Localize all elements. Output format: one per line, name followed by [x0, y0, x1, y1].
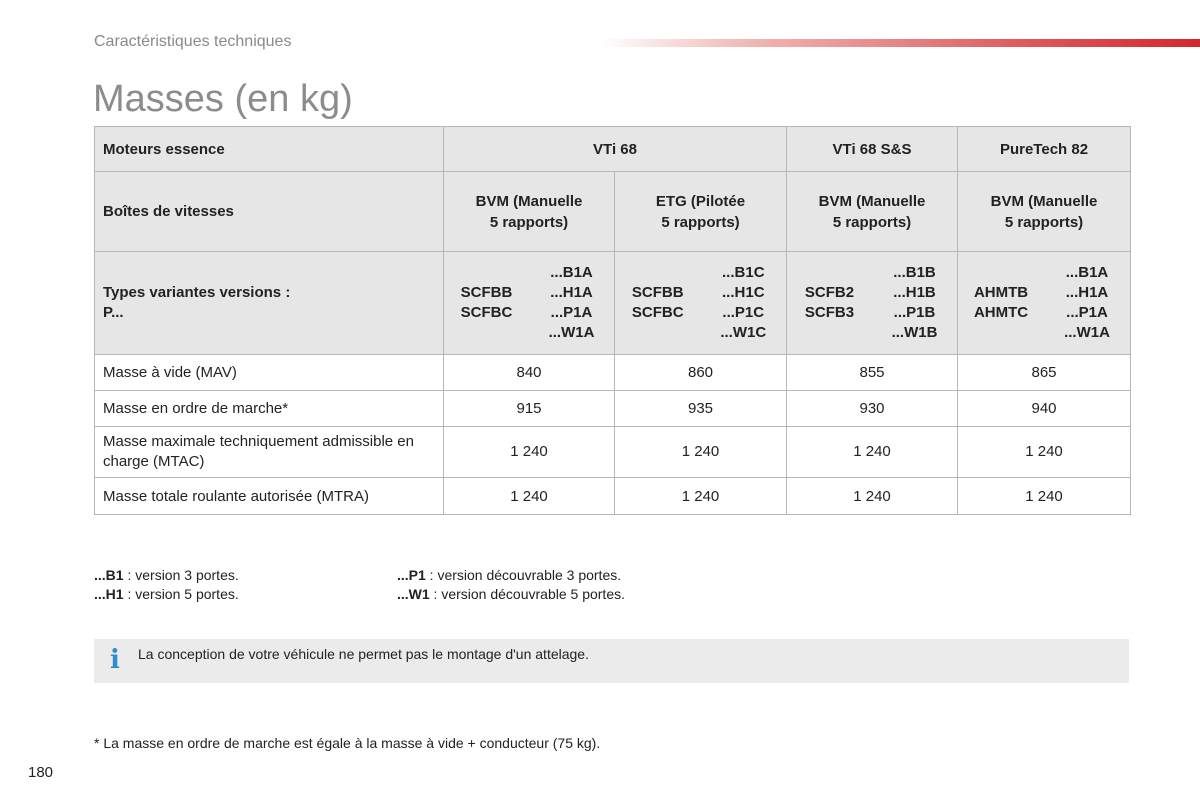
gearbox-4-line2: 5 rapports) [1004, 213, 1084, 231]
table-row [95, 355, 1131, 391]
gearbox-3-line2: 5 rapports) [832, 213, 912, 231]
gearbox-2-line2: 5 rapports) [661, 213, 740, 231]
gearbox-4 [958, 172, 1131, 252]
mass-value: 860 [615, 355, 787, 391]
variant-code: SCFBB [460, 284, 513, 301]
variant-suffixes [1044, 263, 1130, 343]
legend-left [94, 566, 239, 604]
gearbox-3-line1: BVM (Manuelle [818, 192, 926, 210]
variant-suffix: ...H1C [722, 284, 765, 301]
masses-table [94, 126, 1131, 515]
engine-vti68-ss: VTi 68 S&S [787, 127, 958, 172]
variant-suffix: ...W1C [720, 324, 767, 341]
mass-value: 865 [958, 355, 1131, 391]
mass-value: 1 240 [444, 427, 615, 478]
variant-suffix: ...B1A [550, 264, 593, 281]
engine-puretech82: PureTech 82 [958, 127, 1131, 172]
table-row [95, 427, 1131, 478]
gearbox-label: Boîtes de vitesses [95, 172, 444, 252]
variant-suffix: ...P1B [893, 304, 936, 321]
row-label: Masse à vide (MAV) [95, 355, 444, 391]
table-row [95, 391, 1131, 427]
variant-cell-4 [958, 252, 1131, 355]
variant-cell-1 [444, 252, 615, 355]
variant-suffix: ...P1A [550, 304, 593, 321]
variant-cell-3 [787, 252, 958, 355]
variant-suffix: ...B1A [1065, 264, 1109, 281]
gearbox-1-line2: 5 rapports) [489, 213, 569, 231]
row-label: Masse totale roulante autorisée (MTRA) [95, 478, 444, 515]
info-icon: i [110, 645, 120, 675]
variant-code: AHMTC [973, 304, 1029, 321]
legend-b1: ...B1 : version 3 portes. [94, 567, 239, 583]
variant-code: SCFB3 [804, 304, 855, 321]
row-label: Masse maximale techniquement admissible en charge (MTAC) [95, 427, 444, 478]
engine-vti68: VTi 68 [444, 127, 787, 172]
info-box [94, 639, 1129, 683]
gearbox-1-line1: BVM (Manuelle [475, 192, 583, 210]
variant-codes [787, 283, 872, 323]
legend-p1: ...P1 : version découvrable 3 portes. [397, 567, 622, 583]
variant-codes [615, 283, 701, 323]
legend-w1: ...W1 : version découvrable 5 portes. [397, 586, 626, 602]
mass-value: 840 [444, 355, 615, 391]
legend-h1: ...H1 : version 5 portes. [94, 586, 239, 602]
mass-value: 855 [787, 355, 958, 391]
variant-suffixes [701, 263, 787, 343]
gearbox-4-line1: BVM (Manuelle [990, 192, 1098, 210]
row-label: Masse en ordre de marche* [95, 391, 444, 427]
mass-value: 915 [444, 391, 615, 427]
mass-value: 1 240 [958, 478, 1131, 515]
footnote: * La masse en ordre de marche est égale à la masse à vide + conducteur (75 kg). [94, 735, 601, 751]
mass-value: 1 240 [787, 427, 958, 478]
variant-code: AHMTB [973, 284, 1029, 301]
info-text: La conception de votre véhicule ne permet pas le montage d'un attelage. [138, 646, 589, 662]
variant-code: SCFBC [631, 304, 684, 321]
mass-value: 1 240 [787, 478, 958, 515]
gearbox-2 [615, 172, 787, 252]
mass-value: 1 240 [615, 478, 787, 515]
gearbox-3 [787, 172, 958, 252]
variant-codes [958, 283, 1044, 323]
table-row [95, 478, 1131, 515]
mass-value: 935 [615, 391, 787, 427]
gearbox-2-line1: ETG (Pilotée [655, 192, 746, 210]
mass-value: 930 [787, 391, 958, 427]
variant-suffixes [529, 263, 614, 343]
variant-codes [444, 283, 529, 323]
header-accent-bar [600, 39, 1200, 47]
variant-suffix: ...P1C [722, 304, 765, 321]
variants-label-line2: P... [103, 304, 124, 321]
page-number: 180 [28, 764, 54, 781]
mass-value: 1 240 [958, 427, 1131, 478]
mass-value: 1 240 [615, 427, 787, 478]
variant-suffix: ...H1B [893, 284, 936, 301]
gearbox-row [95, 172, 1131, 252]
variant-suffix: ...B1C [722, 264, 765, 281]
variant-suffix: ...W1B [891, 324, 938, 341]
variant-suffix: ...H1A [1065, 284, 1109, 301]
variant-code: SCFBB [631, 284, 684, 301]
mass-value: 1 240 [444, 478, 615, 515]
variant-suffix: ...B1B [893, 264, 936, 281]
engines-label: Moteurs essence [95, 127, 444, 172]
variant-suffixes [872, 263, 957, 343]
variants-row [95, 252, 1131, 355]
variant-code: SCFB2 [804, 284, 855, 301]
variant-suffix: ...W1A [548, 324, 595, 341]
variant-suffix: ...P1A [1066, 304, 1108, 321]
page-title: Masses (en kg) [93, 78, 353, 120]
engines-row [95, 127, 1131, 172]
variant-code: SCFBC [460, 304, 513, 321]
variant-suffix: ...W1A [1064, 324, 1110, 341]
section-header: Caractéristiques techniques [94, 33, 292, 50]
variant-cell-2 [615, 252, 787, 355]
variants-label-line1: Types variantes versions : [103, 284, 291, 301]
variant-suffix: ...H1A [550, 284, 593, 301]
variants-label [95, 252, 444, 355]
mass-value: 940 [958, 391, 1131, 427]
gearbox-1 [444, 172, 615, 252]
legend-right [397, 566, 625, 604]
